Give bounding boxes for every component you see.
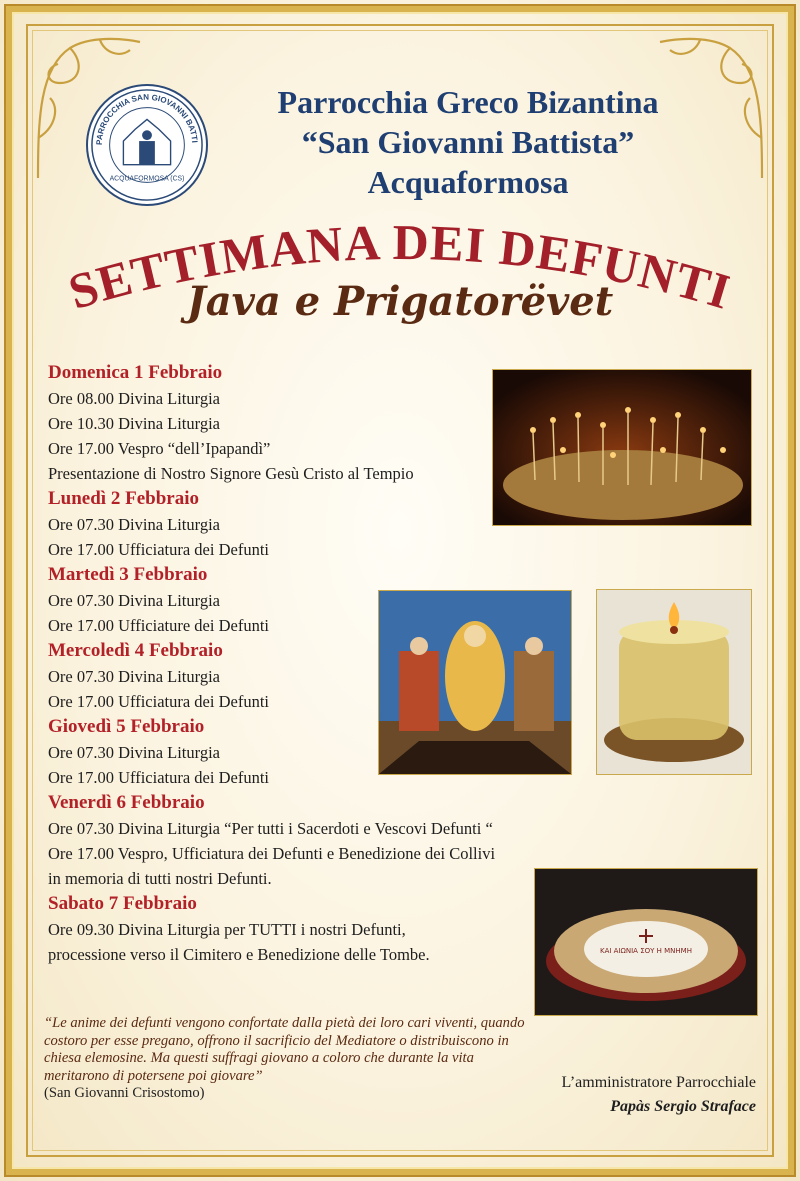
day-heading: Domenica 1 Febbraio (48, 362, 223, 383)
oil-lamp-photo (596, 589, 752, 775)
seal-ring-text: PARROCCHIA SAN GIOVANNI BATTI (94, 92, 200, 146)
schedule-line: Ore 17.00 Vespro “dell’Ipapandì” (48, 439, 271, 458)
schedule-line: in memoria di tutti nostri Defunti. (48, 869, 272, 888)
quote (44, 1015, 534, 1103)
day-heading: Venerdì 6 Febbraio (48, 792, 205, 813)
schedule-line: Ore 17.00 Ufficiature dei Defunti (48, 616, 269, 635)
schedule-line: Ore 07.30 Divina Liturgia (48, 515, 220, 534)
candles-photo (492, 369, 752, 526)
day-heading: Sabato 7 Febbraio (48, 893, 197, 914)
day-heading: Giovedì 5 Febbraio (48, 716, 205, 737)
schedule-line: Ore 08.00 Divina Liturgia (48, 389, 220, 408)
quote-text: “Le anime dei defunti vengono confortate dalla pietà dei loro cari viventi, quando costoro per esse pregano, offrono il sacrificio del Mediatore o distribuiscono in chiesa elemosine. Ma questi suffragi giovano a coloro che durante la vita meritarono di potersene poi giovare” (44, 1015, 525, 1084)
signature-block (562, 1074, 756, 1116)
header-line-3: Acquaformosa (367, 164, 569, 200)
schedule-line: Ore 09.30 Divina Liturgia per TUTTI i nostri Defunti, (48, 920, 406, 939)
header-line-1: Parrocchia Greco Bizantina (277, 84, 659, 120)
kollyva-tray-photo (534, 868, 758, 1016)
header-line-2: “San Giovanni Battista” (301, 124, 635, 160)
signature-name: Papàs Sergio Straface (610, 1098, 756, 1115)
seal-bottom-text: ACQUAFORMOSA (CS) (109, 175, 185, 183)
quote-source: (San Giovanni Crisostomo) (44, 1085, 205, 1101)
main-title-text: ETTIMANA DEI DEFUNT (90, 220, 718, 310)
schedule-line: Presentazione di Nostro Signore Gesù Cristo al Tempio (48, 464, 414, 483)
schedule-line: Ore 17.00 Ufficiatura dei Defunti (48, 692, 269, 711)
anastasis-icon-painting (378, 590, 572, 775)
day-heading: Mercoledì 4 Febbraio (48, 640, 223, 661)
schedule-line: Ore 17.00 Vespro, Ufficiatura dei Defunti e Benedizione dei Collivi (48, 844, 496, 863)
schedule-line: processione verso il Cimitero e Benedizione delle Tombe. (48, 945, 430, 964)
day-heading: Martedì 3 Febbraio (48, 564, 208, 585)
parish-seal-logo (86, 84, 208, 206)
schedule-line: Ore 07.30 Divina Liturgia (48, 667, 220, 686)
schedule-line: Ore 10.30 Divina Liturgia (48, 414, 220, 433)
kollyva-text: ΚΑΙ ΑΙΩΝΙΑ ΣΟΥ Η ΜΝΗΜΗ (600, 947, 692, 955)
schedule-line: Ore 07.30 Divina Liturgia (48, 743, 220, 762)
day-heading: Lunedì 2 Febbraio (48, 488, 199, 509)
schedule-line: Ore 17.00 Ufficiatura dei Defunti (48, 768, 269, 787)
schedule-line: Ore 07.30 Divina Liturgia “Per tutti i Sacerdoti e Vescovi Defunti “ (48, 819, 493, 838)
parish-header (218, 82, 718, 202)
subtitle: Java e Prigatorëvet (186, 278, 614, 325)
signature-role: L’amministratore Parrocchiale (561, 1074, 756, 1091)
schedule-line: Ore 07.30 Divina Liturgia (48, 591, 220, 610)
schedule-line: Ore 17.00 Ufficiatura dei Defunti (48, 540, 269, 559)
